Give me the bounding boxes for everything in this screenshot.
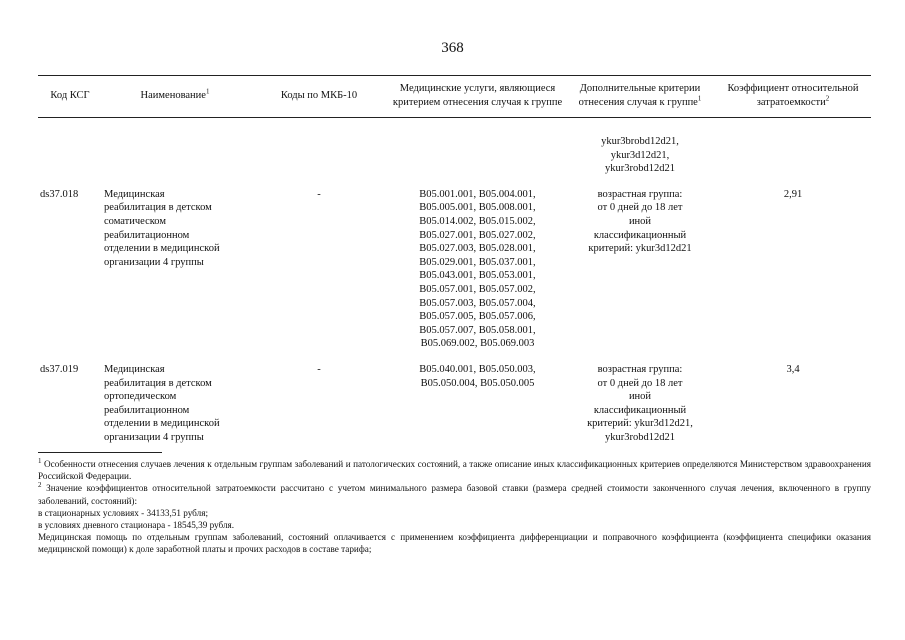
footnotes — [38, 458, 871, 556]
footnote-2: $^2$ Значение коэффициентов относительной затратоемкости рассчитано с учетом минимального размера базовой ставки (размера средней стоимости законченного случая лечения, включенного в группу заболеваний, состояний): — [38, 481, 871, 506]
ksg-name: Медицинская реабилитация в детском соматическом реабилитационном отделении в медицинской организации 4 группы — [104, 188, 220, 268]
header-extra: Дополнительные критерии отнесения случая к группе$^1$ — [565, 76, 715, 118]
page-number: 368 — [441, 40, 464, 56]
ksg-code: ds37.018 — [40, 188, 79, 200]
footnote-mark: 1 — [205, 87, 210, 96]
footnote-line-hospital: в стационарных условиях - 34133,51 рубля; — [38, 507, 208, 518]
coefficient: 3,4 — [786, 363, 800, 375]
mkb-codes: - — [317, 188, 321, 200]
header-name: Наименование$^1$ — [102, 76, 248, 118]
table-row — [38, 176, 871, 351]
ksg-name: Медицинская реабилитация в детском ортопедическом реабилитационном отделении в медицинской организации 4 группы — [104, 363, 220, 443]
ksg-table — [38, 75, 871, 444]
footnote-1: $^1$ Особенности отнесения случаев лечения к отдельным группам заболеваний и патологических состояний, а также описание иных классификационных критериев определяются Министерством здравоохранения Российской Федерации. — [38, 456, 871, 482]
footnote-mark: 2 — [825, 94, 830, 103]
header-coef: Коэффициент относительной затратоемкости$^2$ — [715, 76, 871, 118]
extra-criteria: возрастная группа: от 0 дней до 18 лет иной классификационный критерий: ykur3d12d21 — [588, 188, 692, 255]
medical-services: B05.040.001, B05.050.003, B05.050.004, B05.050.005 — [419, 363, 536, 389]
footnote-line-day-hospital: в условиях дневного стационара - 18545,39 рубля. — [38, 520, 235, 531]
footnote-line-groups: Медицинская помощь по отдельным группам заболеваний, состояний оплачивается с применением коэффициента дифференциации и поправочного коэффициента (коэффициента специфики оказания медицинской помощи) к доле заработной платы и прочих расходов в составе тарифа; — [38, 532, 871, 555]
header-mkb: Коды по МКБ-10 — [248, 76, 390, 118]
table-row-continuation — [38, 118, 871, 176]
footnote-mark: 2 — [38, 481, 42, 490]
header-services: Медицинские услуги, являющиеся критерием отнесения случая к группе — [390, 76, 565, 118]
ksg-code: ds37.019 — [40, 363, 79, 375]
extra-criteria: возрастная группа: от 0 дней до 18 лет иной классификационный критерий: ykur3d12d21, ykur3robd12d21 — [587, 363, 693, 443]
footnote-separator — [38, 452, 162, 453]
table-header-row — [38, 76, 871, 118]
header-code: Код КСГ — [38, 76, 102, 118]
medical-services: B05.001.001, B05.004.001, B05.005.001, B05.008.001, B05.014.002, B05.015.002, B05.027.001, B05.027.002, B05.027.003, B05.028.001, B05.029.001, B05.037.001, B05.043.001, B05.053.001, B05.057.001, B05.057.002, B05.057.003, B05.057.004, B05.057.005, B05.057.006, B05.057.007, B05.058.001, B05.069.002, B05.069.003 — [419, 188, 536, 350]
footnote-mark: 1 — [38, 456, 42, 465]
mkb-codes: - — [317, 363, 321, 375]
footnote-mark: 1 — [697, 94, 702, 103]
coefficient: 2,91 — [783, 188, 803, 200]
continuation-extra-criteria: ykur3brobd12d21, ykur3d12d21, ykur3robd12d21 — [601, 136, 679, 175]
table-row — [38, 351, 871, 445]
